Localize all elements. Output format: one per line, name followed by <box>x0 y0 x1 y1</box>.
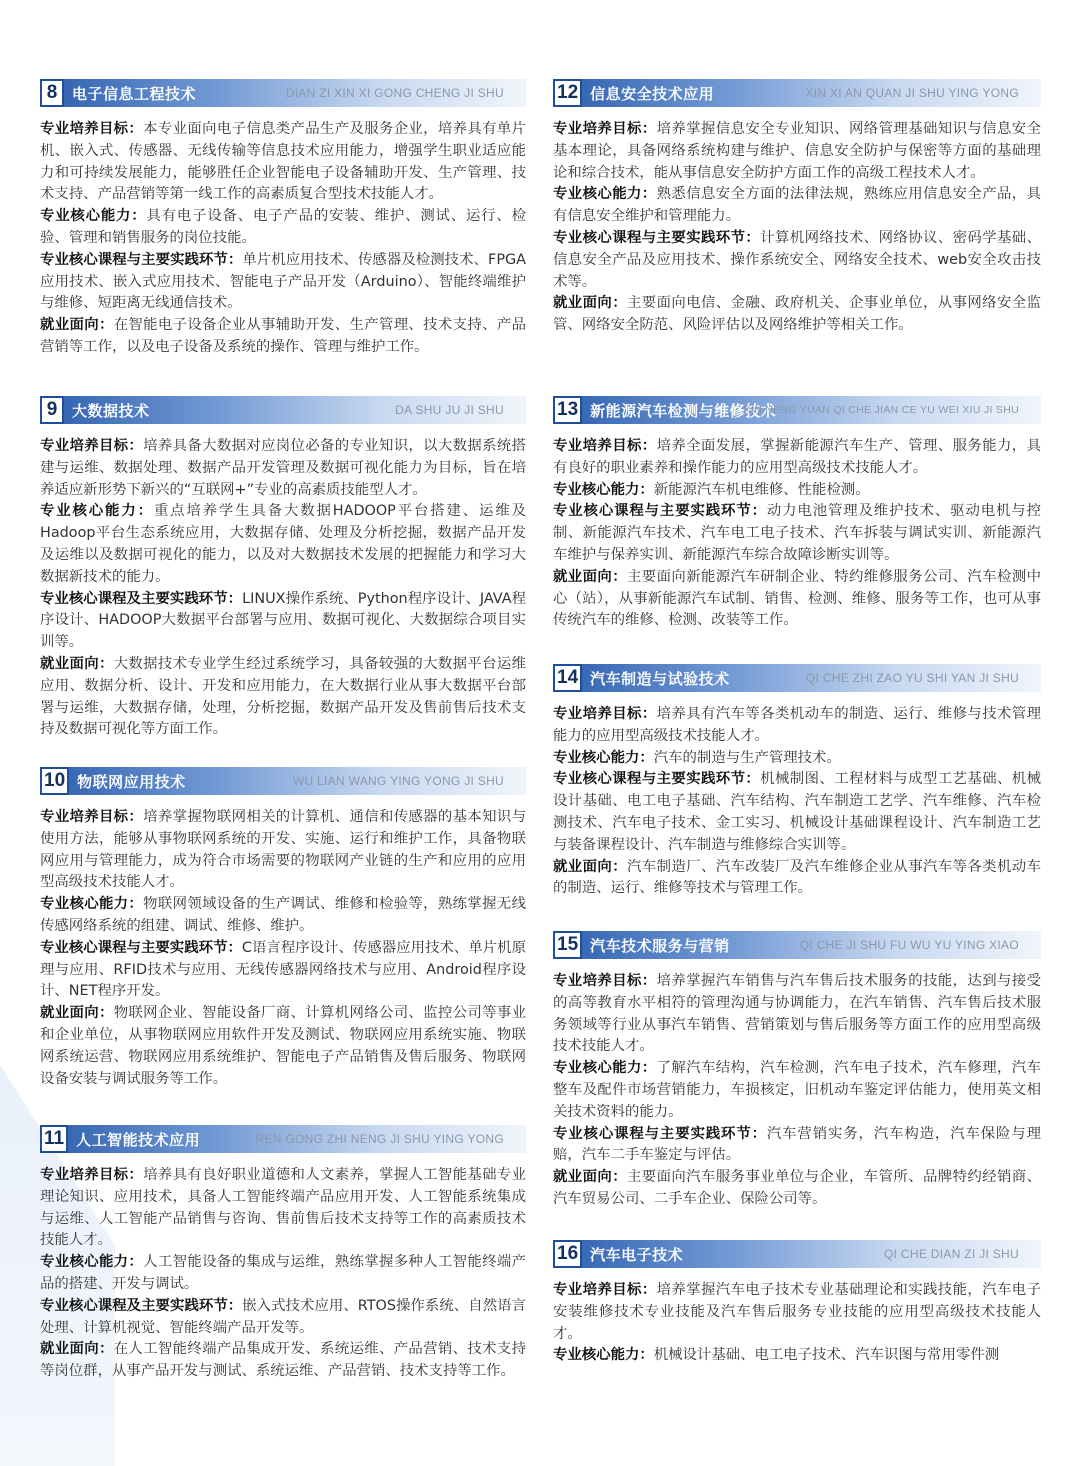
section-number: 14 <box>553 664 582 692</box>
training-goal: 专业培养目标：培养具有良好职业道德和人文素养，掌握人工智能基础专业理论知识、应用技术，具备人工智能终端产品应用开发、人工智能系统集成与运维、人工智能产品销售与咨询、售前售后技术支持等工作的高素质技术技能人才。 <box>40 1167 526 1249</box>
section-pinyin: REN GONG ZHI NENG JI SHU YING YONG <box>255 1132 504 1146</box>
core-courses: 专业核心课程及主要实践环节：嵌入式技术应用、RTOS操作系统、自然语言处理、计算机视觉、智能终端产品开发等。 <box>40 1297 526 1336</box>
section-10 <box>40 767 526 1090</box>
employment: 就业面向：在人工智能终端产品集成开发、系统运维、产品营销、技术支持等岗位群，从事产品开发与测试、系统运维、产品营销、技术支持等工作。 <box>40 1341 526 1380</box>
section-14 <box>553 664 1041 900</box>
section-header <box>553 931 1041 959</box>
core-courses: 专业核心课程与主要实践环节：单片机应用技术、传感器及检测技术、FPGA应用技术、嵌入式应用技术、智能电子产品开发（Arduino）、智能终端维护与维修、短距离无线通信技术。 <box>40 251 526 312</box>
training-goal: 专业培养目标：培养掌握汽车电子技术专业基础理论和实践技能，汽车电子安装维修技术专业技能及汽车售后服务专业技能的应用型高级技术技能人才。 <box>553 1282 1041 1342</box>
core-ability: 专业核心能力：汽车的制造与生产管理技术。 <box>553 749 841 766</box>
section-11 <box>40 1125 526 1383</box>
employment: 就业面向：汽车制造厂、汽车改装厂及汽车维修企业从事汽车等各类机动车的制造、运行、维修等技术与管理工作。 <box>553 858 1041 897</box>
section-number: 15 <box>553 931 582 959</box>
section-number: 8 <box>40 79 64 107</box>
section-title: 人工智能技术应用 <box>76 1130 201 1149</box>
core-ability: 专业核心能力：新能源汽车机电维修、性能检测。 <box>553 481 870 498</box>
training-goal: 专业培养目标：培养掌握汽车销售与汽车售后技术服务的技能，达到与接受的高等教育水平相符的管理沟通与协调能力，在汽车销售、汽车售后技术服务领域等行业从事汽车销售、营销策划与售后服务等方面工作的应用型高级技术技能人才。 <box>553 973 1041 1055</box>
section-title: 物联网应用技术 <box>77 772 186 791</box>
section-header <box>553 664 1041 692</box>
section-title: 汽车电子技术 <box>590 1245 684 1264</box>
section-15 <box>553 931 1041 1211</box>
section-body <box>40 436 526 741</box>
core-ability: 专业核心能力：物联网领域设备的生产调试、维修和检验等，熟练掌握无线传感网络系统的组建、调试、维修、维护。 <box>40 896 526 934</box>
section-body <box>553 704 1041 900</box>
section-pinyin: QI CHE ZHI ZAO YU SHI YAN JI SHU <box>806 671 1019 685</box>
section-title: 电子信息工程技术 <box>72 84 197 103</box>
employment: 就业面向：主要面向汽车服务事业单位与企业，车管所、品牌特约经销商、汽车贸易公司、二手车企业、保险公司等。 <box>553 1169 1041 1207</box>
section-pinyin: DA SHU JU JI SHU <box>395 403 504 417</box>
section-title: 汽车技术服务与营销 <box>590 936 730 955</box>
section-body <box>40 119 526 359</box>
core-courses: 专业核心课程与主要实践环节：机械制图、工程材料与成型工艺基础、机械设计基础、电工电子基础、汽车结构、汽车制造工艺学、汽车维修、汽车检测技术、汽车电子技术、金工实习、机械设计基础课程设计、汽车制造工艺与装备课程设计、汽车制造与维修综合实训等。 <box>553 771 1041 853</box>
core-ability: 专业核心能力：了解汽车结构，汽车检测，汽车电子技术，汽车修理，汽车整车及配件市场营销能力，车损核定，旧机动车鉴定评估能力，使用英文相关技术资料的能力。 <box>553 1060 1041 1120</box>
section-body <box>40 1165 526 1383</box>
section-pinyin: QI CHE JI SHU FU WU YU YING XIAO <box>799 938 1019 952</box>
section-number: 16 <box>553 1240 582 1268</box>
employment: 就业面向：物联网企业、智能设备厂商、计算机网络公司、监控公司等事业和企业单位，从事物联网应用软件开发及测试、物联网应用系统实施、物联网系统运营、物联网应用系统维护、智能电子产品销售及售后服务、物联网设备安装与调试服务等工作。 <box>40 1005 526 1087</box>
employment: 就业面向：主要面向新能源汽车研制企业、特约维修服务公司、汽车检测中心（站），从事新能源汽车试制、销售、检测、维修、服务等工作，也可从事传统汽车的维修、检测、改装等工作。 <box>553 568 1041 629</box>
training-goal: 专业培养目标：培养具备大数据对应岗位必备的专业知识，以大数据系统搭建与运维、数据处理、数据产品开发管理及数据可视化能力为目标，旨在培养适应新形势下新兴的“互联网+”专业的高素质技能型人才。 <box>40 438 526 498</box>
section-title: 新能源汽车检测与维修技术 <box>590 401 777 420</box>
section-header <box>40 1125 526 1153</box>
training-goal: 专业培养目标：培养掌握物联网相关的计算机、通信和传感器的基本知识与使用方法，能够从事物联网系统的开发、实施、运行和维护工作，具备物联网应用与管理能力，成为符合市场需要的物联网产业链的生产和应用的应用型高级技术技能人才。 <box>40 809 526 891</box>
core-courses: 专业核心课程与主要实践环节：计算机网络技术、网络协议、密码学基础、信息安全产品及应用技术、操作系统安全、网络安全技术、web安全攻击技术等。 <box>553 229 1041 290</box>
section-pinyin: XIN XI AN QUAN JI SHU YING YONG <box>805 86 1019 100</box>
core-courses: 专业核心课程及主要实践环节：LINUX操作系统、Python程序设计、JAVA程序设计、HADOOP大数据平台部署与应用、数据可视化、大数据综合项目实训等。 <box>40 590 526 651</box>
section-pinyin: XIN NENG YUAN QI CHE JIAN CE YU WEI XIU JI SHU <box>743 404 1019 416</box>
section-header <box>553 1240 1041 1268</box>
training-goal: 专业培养目标：本专业面向电子信息类产品生产及服务企业，培养具有单片机、嵌入式、传感器、无线传输等信息技术应用能力，增强学生职业适应能力和可持续发展能力，能够胜任企业智能电子设备辅助开发、生产管理、技术支持、产品营销等第一线工作的高素质复合型技术技能人才。 <box>40 121 526 203</box>
section-9 <box>40 396 526 741</box>
core-ability: 专业核心能力：重点培养学生具备大数据HADOOP平台搭建、运维及Hadoop平台生态系统应用，大数据存储、处理及分析挖掘，数据产品开发及运维以及数据可视化的能力，以及对大数据技术发展的把握能力和学习大数据新技术的能力。 <box>40 503 526 585</box>
training-goal: 专业培养目标：培养掌握信息安全专业知识、网络管理基础知识与信息安全基本理论，具备网络系统构建与维护、信息安全防护与保密等方面的基础理论和综合技术，能从事信息安全防护方面工作的高级工程技术人才。 <box>553 121 1041 181</box>
section-body <box>553 119 1041 337</box>
section-number: 11 <box>40 1125 68 1153</box>
section-body <box>553 436 1041 632</box>
training-goal: 专业培养目标：培养具有汽车等各类机动车的制造、运行、维修与技术管理能力的应用型高级技术技能人才。 <box>553 706 1041 744</box>
core-ability: 专业核心能力：机械设计基础、电工电子技术、汽车识图与常用零件测 <box>553 1347 1000 1364</box>
core-ability: 专业核心能力：熟悉信息安全方面的法律法规，熟练应用信息安全产品，具有信息安全维护和管理能力。 <box>553 186 1041 225</box>
section-header <box>40 79 526 107</box>
core-ability: 专业核心能力：人工智能设备的集成与运维，熟练掌握多种人工智能终端产品的搭建、开发与调试。 <box>40 1254 526 1292</box>
section-number: 13 <box>553 396 582 424</box>
section-pinyin: DIAN ZI XIN XI GONG CHENG JI SHU <box>285 86 504 100</box>
section-pinyin: QI CHE DIAN ZI JI SHU <box>884 1247 1019 1261</box>
section-body <box>40 807 526 1090</box>
section-title: 大数据技术 <box>72 401 150 420</box>
core-courses: 专业核心课程与主要实践环节：汽车营销实务，汽车构造，汽车保险与理赔，汽车二手车鉴定与评估。 <box>553 1125 1041 1164</box>
section-header <box>553 79 1041 107</box>
section-title: 汽车制造与试验技术 <box>590 669 730 688</box>
section-header <box>40 767 526 795</box>
section-title: 信息安全技术应用 <box>590 84 715 103</box>
training-goal: 专业培养目标：培养全面发展，掌握新能源汽车生产、管理、服务能力，具有良好的职业素养和操作能力的应用型高级技术技能人才。 <box>553 438 1041 476</box>
employment: 就业面向：大数据技术专业学生经过系统学习，具备较强的大数据平台运维应用、数据分析、设计、开发和应用能力，在大数据行业从事大数据平台部署与运维，大数据存储，处理，分析挖掘，数据产品开发及售前售后技术支持及数据可视化等方面工作。 <box>40 655 526 738</box>
section-body <box>553 1280 1041 1367</box>
section-12 <box>553 79 1041 337</box>
employment: 就业面向：在智能电子设备企业从事辅助开发、生产管理、技术支持、产品营销等工作，以及电子设备及系统的操作、管理与维护工作。 <box>40 317 526 355</box>
section-16 <box>553 1240 1041 1367</box>
section-8 <box>40 79 526 359</box>
section-body <box>553 971 1041 1211</box>
section-header <box>40 396 526 424</box>
employment: 就业面向：主要面向电信、金融、政府机关、企事业单位，从事网络安全监管、网络安全防范、风险评估以及网络维护等相关工作。 <box>553 295 1041 334</box>
core-ability: 专业核心能力：具有电子设备、电子产品的安装、维护、测试、运行、检验、管理和销售服务的岗位技能。 <box>40 208 526 246</box>
core-courses: 专业核心课程与主要实践环节：C语言程序设计、传感器应用技术、单片机原理与应用、RFID技术与应用、无线传感器网络技术与应用、Android程序设计、NET程序开发。 <box>40 939 526 1000</box>
section-header <box>553 396 1041 424</box>
section-pinyin: WU LIAN WANG YING YONG JI SHU <box>292 774 504 788</box>
section-13 <box>553 396 1041 632</box>
section-number: 10 <box>40 767 69 795</box>
core-courses: 专业核心课程与主要实践环节：动力电池管理及维护技术、驱动电机与控制、新能源汽车技术、汽车电工电子技术、汽车拆装与调试实训、新能源汽车维护与保养实训、新能源汽车综合故障诊断实训等。 <box>553 503 1041 563</box>
section-number: 12 <box>553 79 582 107</box>
section-number: 9 <box>40 396 64 424</box>
